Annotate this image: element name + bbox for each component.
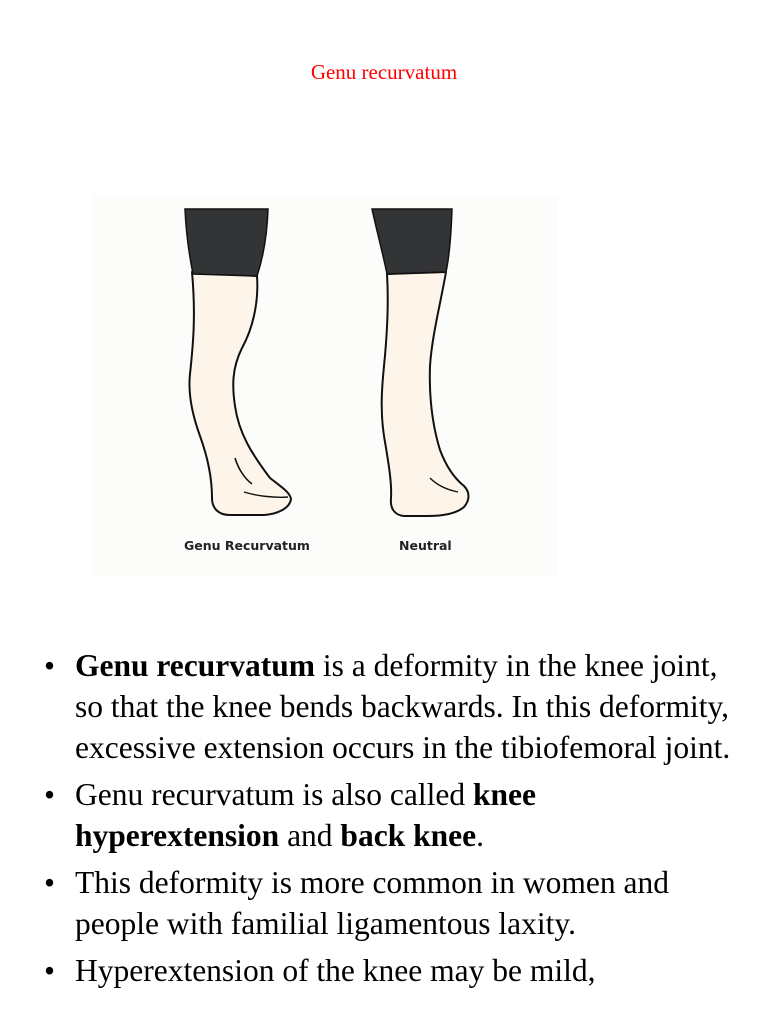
- bullet-icon: •: [44, 777, 56, 812]
- bullet-item-synonyms: [44, 774, 744, 856]
- leg-comparison-figure: [92, 196, 558, 576]
- bullet-text: Genu recurvatum is also called: [75, 777, 473, 812]
- caption-genu-recurvatum: Genu Recurvatum: [184, 538, 310, 553]
- bullet-bold-term: back knee: [340, 818, 477, 853]
- bullet-list: [44, 645, 744, 997]
- caption-neutral: Neutral: [399, 538, 452, 553]
- bullet-icon: •: [44, 953, 56, 988]
- legs-illustration: [92, 196, 558, 576]
- bullet-text: Hyperextension of the knee may be mild,: [75, 953, 596, 988]
- bullet-item-prevalence: [44, 862, 744, 944]
- bullet-item-severity: [44, 950, 744, 991]
- bullet-text: and: [279, 818, 341, 853]
- genu-recurvatum-leg: [185, 209, 291, 515]
- bullet-bold-term: Genu recurvatum: [75, 648, 316, 683]
- slide-title: Genu recurvatum: [310, 60, 458, 84]
- bullet-icon: •: [44, 865, 56, 900]
- neutral-leg: [372, 209, 469, 516]
- bullet-text: .: [476, 818, 484, 853]
- bullet-text: is a deformity in the knee joint, so that the knee bends backwards. In this deformity, excessive extension occurs in the tibiofemoral joint.: [75, 648, 731, 765]
- bullet-icon: •: [44, 648, 56, 683]
- bullet-text: This deformity is more common in women and people with familial ligamentous laxity.: [75, 865, 670, 941]
- bullet-item-definition: [44, 645, 744, 768]
- bullet-bold-term: knee hyperextension: [75, 777, 536, 853]
